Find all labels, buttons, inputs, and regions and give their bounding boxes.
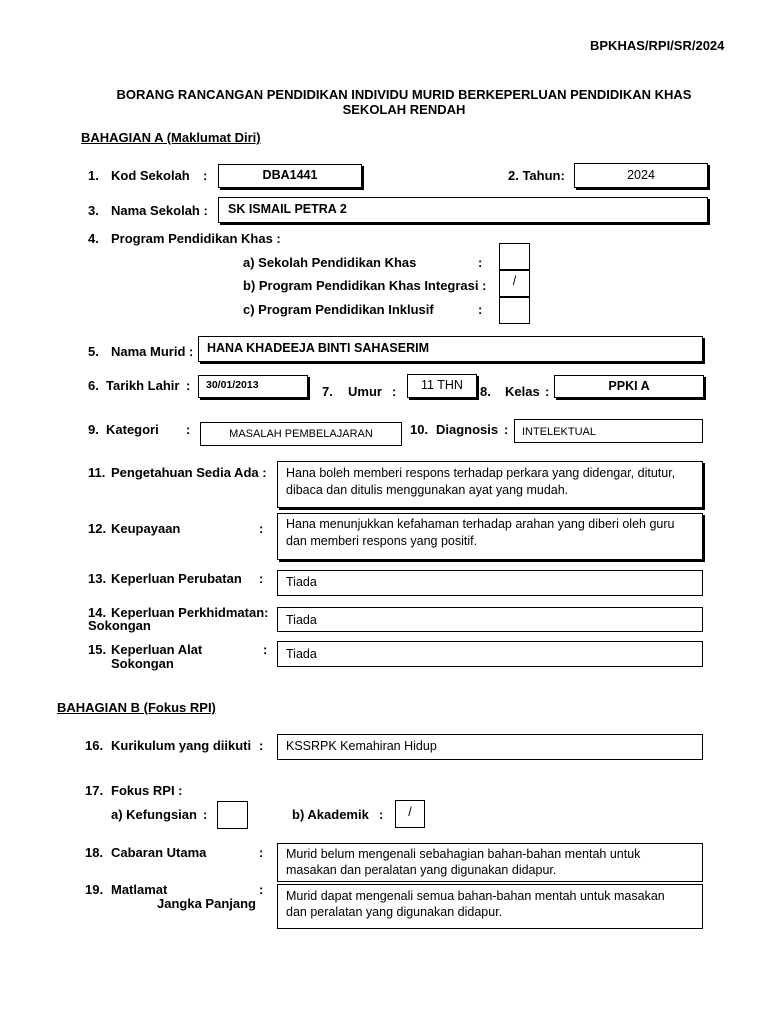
- tahun-label: 2. Tahun:: [508, 168, 565, 183]
- kelas-value: PPKI A: [608, 379, 650, 393]
- program-option-c-label: c) Program Pendidikan Inklusif: [243, 302, 434, 317]
- cabaran-value-line2: masakan dan peralatan yang digunakan didapur.: [286, 863, 557, 877]
- matlamat-num: 19.: [85, 882, 104, 897]
- perkhidmatan-value: Tiada: [286, 613, 317, 627]
- perubatan-colon: :: [259, 571, 264, 586]
- kurikulum-value: KSSRPK Kemahiran Hidup: [286, 739, 437, 753]
- perkhidmatan-field[interactable]: [277, 607, 703, 632]
- nama-sekolah-num: 3.: [88, 203, 99, 218]
- kod-sekolah-value: DBA1441: [262, 168, 318, 182]
- keupayaan-num: 12.: [88, 521, 107, 536]
- fokus-label: Fokus RPI :: [111, 783, 183, 798]
- keupayaan-value-line2: dan memberi respons yang positif.: [286, 534, 478, 548]
- keupayaan-colon: :: [259, 521, 264, 536]
- program-option-b-mark: /: [512, 274, 517, 288]
- keupayaan-value-line1: Hana menunjukkan kefahaman terhadap arahan yang diberi oleh guru: [286, 517, 675, 531]
- kod-sekolah-num: 1.: [88, 168, 99, 183]
- cabaran-colon: :: [259, 845, 264, 860]
- tarikh-lahir-label: Tarikh Lahir: [106, 378, 180, 393]
- akademik-mark: /: [408, 805, 412, 819]
- nama-sekolah-label: Nama Sekolah :: [111, 203, 208, 218]
- section-a-heading: BAHAGIAN A (Maklumat Diri): [81, 130, 261, 145]
- nama-murid-label: Nama Murid :: [111, 344, 194, 359]
- kategori-value: MASALAH PEMBELAJARAN: [229, 428, 373, 440]
- kelas-label: Kelas: [505, 384, 540, 399]
- alat-value: Tiada: [286, 647, 317, 661]
- nama-sekolah-value: SK ISMAIL PETRA 2: [228, 202, 347, 216]
- tarikh-lahir-colon: :: [186, 378, 191, 393]
- form-title-line2: SEKOLAH RENDAH: [342, 102, 466, 117]
- form-code: BPKHAS/RPI/SR/2024: [590, 38, 725, 53]
- perubatan-label: Keperluan Perubatan: [111, 571, 242, 586]
- pengetahuan-num: 11.: [88, 465, 106, 480]
- diagnosis-label: Diagnosis: [436, 422, 499, 437]
- matlamat-label-line2: Jangka Panjang: [157, 896, 256, 911]
- umur-num: 7.: [322, 384, 333, 399]
- tahun-value: 2024: [627, 168, 655, 182]
- section-b-heading: BAHAGIAN B (Fokus RPI): [57, 700, 216, 715]
- diagnosis-num: 10.: [410, 422, 429, 437]
- perkhidmatan-num: 14.: [88, 605, 107, 620]
- program-label: Program Pendidikan Khas :: [111, 231, 281, 246]
- umur-value: 11 THN: [421, 378, 463, 392]
- program-option-c-colon: :: [478, 302, 483, 317]
- nama-murid-value: HANA KHADEEJA BINTI SAHASERIM: [207, 341, 430, 355]
- kelas-num: 8.: [480, 384, 491, 399]
- umur-colon: :: [392, 384, 397, 399]
- tarikh-lahir-value: 30/01/2013: [206, 379, 259, 391]
- perkhidmatan-label-line1: Keperluan Perkhidmatan:: [111, 605, 269, 620]
- kurikulum-colon: :: [259, 738, 264, 753]
- alat-field[interactable]: [277, 641, 703, 667]
- alat-num: 15.: [88, 642, 107, 657]
- alat-colon: :: [263, 642, 268, 657]
- form-title-line1: BORANG RANCANGAN PENDIDIKAN INDIVIDU MURID BERKEPERLUAN PENDIDIKAN KHAS: [116, 87, 692, 102]
- pengetahuan-label: Pengetahuan Sedia Ada :: [111, 465, 267, 480]
- cabaran-num: 18.: [85, 845, 104, 860]
- perubatan-num: 13.: [88, 571, 107, 586]
- kefungsian-colon: :: [203, 807, 208, 822]
- kod-sekolah-label: Kod Sekolah: [111, 168, 190, 183]
- kategori-num: 9.: [88, 422, 99, 437]
- kurikulum-label: Kurikulum yang diikuti: [111, 738, 252, 753]
- matlamat-value-line2: dan peralatan yang digunakan didapur.: [286, 905, 503, 919]
- keupayaan-label: Keupayaan: [111, 521, 181, 536]
- program-option-c-checkbox[interactable]: [499, 297, 530, 324]
- matlamat-label-line1: Matlamat: [111, 882, 168, 897]
- program-num: 4.: [88, 231, 99, 246]
- pengetahuan-value-line2: dibaca dan ditulis menggunakan ayat yang mudah.: [286, 483, 569, 497]
- nama-murid-num: 5.: [88, 344, 99, 359]
- cabaran-label: Cabaran Utama: [111, 845, 207, 860]
- pengetahuan-value-line1: Hana boleh memberi respons terhadap perkara yang didengar, ditutur,: [286, 466, 676, 480]
- fokus-num: 17.: [85, 783, 104, 798]
- perubatan-value: Tiada: [286, 575, 317, 589]
- diagnosis-colon: :: [504, 422, 509, 437]
- program-option-a-colon: :: [478, 255, 483, 270]
- kefungsian-label: a) Kefungsian: [111, 807, 197, 822]
- alat-label-line1: Keperluan Alat: [111, 642, 203, 657]
- matlamat-colon: :: [259, 882, 264, 897]
- program-option-a-label: a) Sekolah Pendidikan Khas: [243, 255, 417, 270]
- akademik-label: b) Akademik: [292, 807, 369, 822]
- alat-label-line2: Sokongan: [111, 656, 174, 671]
- perubatan-field[interactable]: [277, 570, 703, 596]
- kelas-colon: :: [545, 384, 550, 399]
- program-option-b-label: b) Program Pendidikan Khas Integrasi :: [243, 278, 487, 293]
- perkhidmatan-label-line2: Sokongan: [88, 618, 151, 633]
- kod-sekolah-colon: :: [203, 168, 208, 183]
- matlamat-value-line1: Murid dapat mengenali semua bahan-bahan mentah untuk masakan: [286, 889, 665, 903]
- diagnosis-value: INTELEKTUAL: [522, 426, 596, 438]
- kategori-label: Kategori: [106, 422, 159, 437]
- kategori-colon: :: [186, 422, 191, 437]
- kefungsian-checkbox[interactable]: [217, 801, 248, 829]
- umur-label: Umur: [348, 384, 382, 399]
- kurikulum-num: 16.: [85, 738, 104, 753]
- cabaran-value-line1: Murid belum mengenali sebahagian bahan-bahan mentah untuk: [286, 847, 641, 861]
- tarikh-lahir-num: 6.: [88, 378, 99, 393]
- akademik-colon: :: [379, 807, 384, 822]
- program-option-a-checkbox[interactable]: [499, 243, 530, 270]
